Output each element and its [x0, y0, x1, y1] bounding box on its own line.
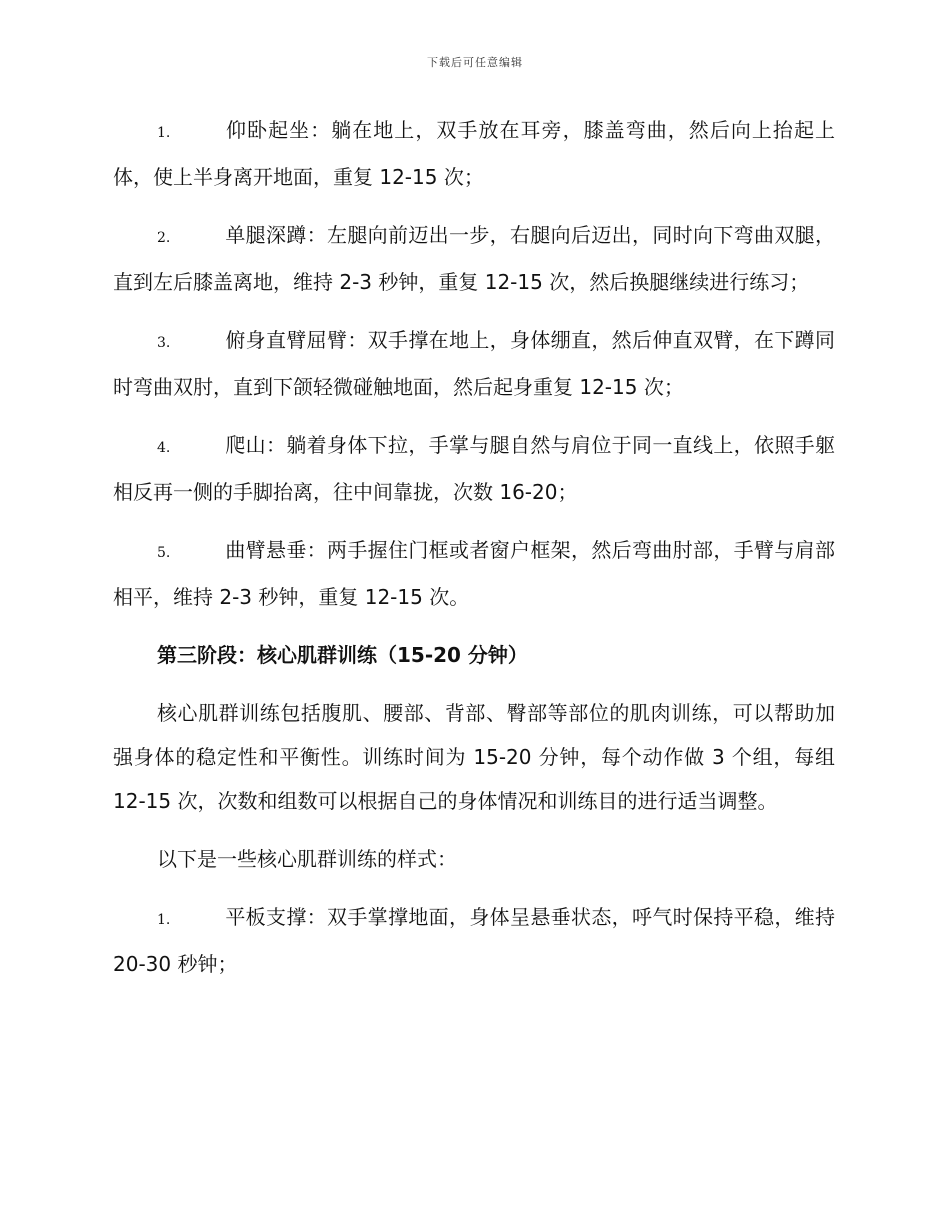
document-body	[113, 108, 835, 1000]
list-item	[113, 423, 835, 514]
page-header: 下载后可任意编辑	[427, 56, 523, 69]
intro-paragraph: 核心肌群训练包括腹肌、腰部、背部、臀部等部位的肌肉训练，可以帮助加强身体的稳定性和平衡性。训练时间为 15-20 分钟，每个动作做 3 个组，每组 12-15 次，次数和组数可以根据自己的身体情况和训练目的进行适当调整。	[113, 701, 835, 813]
list-item	[113, 895, 835, 986]
list-item-number: 2.	[157, 230, 171, 246]
list-item-text: 单腿深蹲：左腿向前迈出一步，右腿向后迈出，同时向下弯曲双腿，直到左后膝盖离地，维持 2-3 秒钟，重复 12-15 次，然后换腿继续进行练习；	[113, 223, 835, 294]
examples-lead: 以下是一些核心肌群训练的样式：	[157, 847, 457, 871]
list-item-text: 仰卧起坐：躺在地上，双手放在耳旁，膝盖弯曲，然后向上抬起上体，使上半身离开地面，重复 12-15 次；	[113, 118, 835, 189]
list-item-number: 5.	[157, 545, 171, 561]
list-item-number: 4.	[157, 440, 171, 456]
list-item-text: 曲臂悬垂：两手握住门框或者窗户框架，然后弯曲肘部，手臂与肩部相平，维持 2-3 秒钟，重复 12-15 次。	[113, 538, 835, 609]
list-item	[113, 213, 835, 304]
section-heading: 第三阶段：核心肌群训练（15-20 分钟）	[157, 643, 528, 667]
list-item-number: 1.	[157, 125, 171, 141]
list-item	[113, 108, 835, 199]
list-item-text: 平板支撑：双手掌撑地面，身体呈悬垂状态，呼气时保持平稳，维持 20-30 秒钟；	[113, 905, 835, 976]
list-item	[113, 528, 835, 619]
list-item	[113, 318, 835, 409]
list-item-number: 3.	[157, 335, 171, 351]
list-item-text: 爬山：躺着身体下拉，手掌与腿自然与肩位于同一直线上，依照手躯相反再一侧的手脚抬离，往中间靠拢，次数 16-20；	[113, 433, 835, 504]
list-item-number: 1.	[157, 912, 171, 928]
list-item-text: 俯身直臂屈臂：双手撑在地上，身体绷直，然后伸直双臂，在下蹲同时弯曲双肘，直到下颌轻微碰触地面，然后起身重复 12-15 次；	[113, 328, 835, 399]
